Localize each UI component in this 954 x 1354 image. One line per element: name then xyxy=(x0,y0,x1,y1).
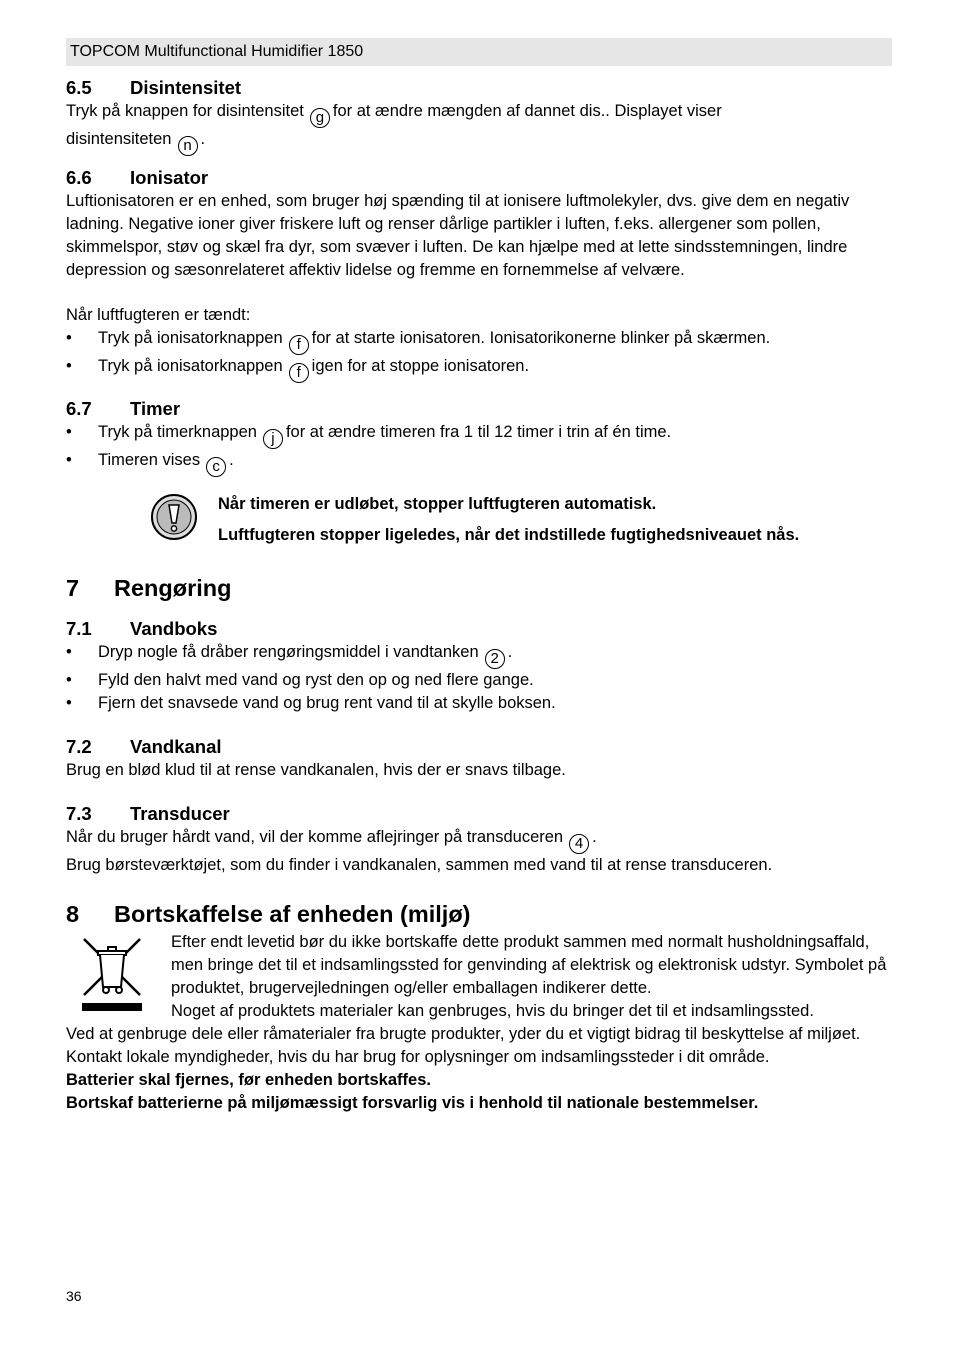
list-item: • Timeren vises c . xyxy=(66,451,234,475)
mist-level-icon: n xyxy=(178,136,198,156)
list-item: • Dryp nogle få dråber rengøringsmiddel i vandtanken 2 . xyxy=(66,643,513,667)
note-line-1: Når timeren er udløbet, stopper luftfugteren automatisk. xyxy=(218,495,657,513)
note-box xyxy=(150,493,892,555)
disposal-paragraph-1: Efter endt levetid bør du ikke bortskaffe dette produkt sammen med normalt husholdningsaffald, men bringe det til et indsamlingssted for genvinding af elektrisk og elektronisk udstyr. Symbolet på produktet, brugervejledningen og/eller emballagen indikerer dette. xyxy=(171,933,887,997)
note-line-2: Luftfugteren stopper ligeledes, når det indstillede fugtighedsniveauet nås. xyxy=(218,526,800,544)
section-6-7-heading: 6.7 Timer xyxy=(66,398,181,419)
section-7-1-heading: 7.1 Vandboks xyxy=(66,618,218,639)
disposal-paragraph-2: Noget af produktets materialer kan genbruges, hvis du bringer det til et indsamlingssted. xyxy=(171,1002,814,1020)
page-header xyxy=(66,38,892,66)
crossed-bin-icon xyxy=(82,937,142,1013)
section-6-6-heading: 6.6 Ionisator xyxy=(66,167,209,188)
water-tank-ref-icon: 2 xyxy=(485,649,505,669)
list-item: • Fyld den halvt med vand og ryst den op og ned flere gange. xyxy=(66,671,534,689)
section-6-6-paragraph: Luftionisatoren er en enhed, som bruger høj spænding til at ionisere luftmolekyler, dvs. give dem en negativ ladning. Negative ioner giver friskere luft og renser dårlige partikler i luften, f.eks. allergener som pollen, skimmelspor, støv og skæl fra dyr, som svæver i luften. De kan hjælpe med at lette sindsstemningen, lindre depression og sæsonrelateret affektiv lidelse og fremme en fornemmelse af velvære. xyxy=(66,192,850,279)
exclamation-note-icon xyxy=(150,493,198,541)
battery-warning-1: Batterier skal fjernes, før enheden bortskaffes. xyxy=(66,1071,431,1089)
chapter-8-heading: 8 Bortskaffelse af enheden (miljø) xyxy=(66,901,471,927)
header-title: TOPCOM Multifunctional Humidifier 1850 xyxy=(70,43,364,60)
section-7-2-heading: 7.2 Vandkanal xyxy=(66,736,222,757)
timer-display-icon: c xyxy=(206,457,226,477)
section-6-5-text: Tryk på knappen for disintensitet g for at ændre mængden af dannet dis.. Displayet viser disintensiteten n . xyxy=(66,102,722,154)
chapter-7-heading: 7 Rengøring xyxy=(66,575,232,601)
disposal-block xyxy=(66,931,892,1023)
page-number: 36 xyxy=(66,1288,82,1304)
section-7-3-heading: 7.3 Transducer xyxy=(66,803,230,824)
section-6-5-heading: 6.5 Disintensitet xyxy=(66,77,242,98)
list-item: • Tryk på timerknappen j for at ændre timeren fra 1 til 12 timer i trin af én time. xyxy=(66,423,672,447)
battery-warning-2: Bortskaf batterierne på miljømæssigt forsvarlig vis i henhold til nationale bestemmelser. xyxy=(66,1094,759,1112)
ionizer-button-icon: f xyxy=(289,335,309,355)
timer-button-icon: j xyxy=(263,429,283,449)
transducer-ref-icon: 4 xyxy=(569,834,589,854)
ionizer-button-icon: f xyxy=(289,363,309,383)
section-6-6-intro: Når luftfugteren er tændt: xyxy=(66,306,251,324)
disposal-paragraph-3: Ved at genbruge dele eller råmaterialer fra brugte produkter, yder du et vigtigt bidrag til beskyttelse af miljøet. Kontakt lokale myndigheder, hvis du har brug for oplysninger om indsamlingssteder i dit område. xyxy=(66,1025,861,1066)
list-item: • Fjern det snavsede vand og brug rent vand til at skylle boksen. xyxy=(66,694,556,712)
document-page xyxy=(66,38,892,1115)
section-7-2-text: Brug en blød klud til at rense vandkanalen, hvis der er snavs tilbage. xyxy=(66,761,566,779)
list-item: • Tryk på ionisatorknappen f for at starte ionisatoren. Ionisatorikonerne blinker på skærmen. xyxy=(66,329,771,353)
section-7-3-text: Når du bruger hårdt vand, vil der komme aflejringer på transduceren 4 . Brug børsteværktøjet, som du finder i vandkanalen, sammen med vand til at rense transduceren. xyxy=(66,828,773,874)
mist-button-icon: g xyxy=(310,108,330,128)
list-item: • Tryk på ionisatorknappen f igen for at stoppe ionisatoren. xyxy=(66,357,530,381)
